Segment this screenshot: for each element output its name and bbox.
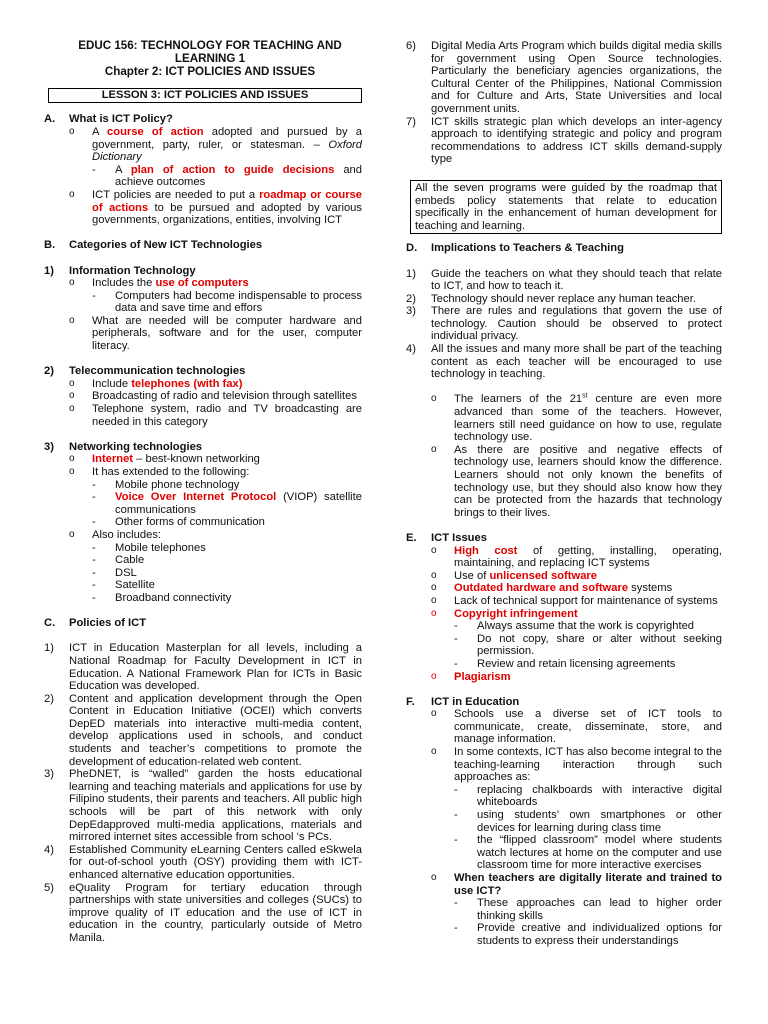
subsection-key: 2) <box>44 365 54 378</box>
text: Broadband connectivity <box>115 591 232 604</box>
text: Lack of technical support for maintenance of systems <box>454 594 718 607</box>
bullet-marker: o <box>69 314 75 326</box>
item-number: 5) <box>44 881 54 894</box>
bullet-marker: o <box>431 582 437 594</box>
highlight-text: telephones (with fax) <box>131 377 243 390</box>
dash-item <box>44 579 362 592</box>
text: Also includes: <box>92 528 162 541</box>
bullet-item <box>44 315 362 353</box>
section-d-heading <box>406 242 722 255</box>
bullet-item <box>406 746 722 784</box>
text: Content and application development through the Open Content in Education Initiative (OCEI) which converts DepED materials into interactive multi-media content, develop applications used in schools, and conduct students and teacher’s competitions to promote the development of education-related web content. <box>69 692 362 768</box>
section-e-heading <box>406 532 722 545</box>
subsection-heading <box>44 441 362 454</box>
text: to be pursued and adopted by various governments, organizations, entities, involving ICT <box>92 201 362 227</box>
bullet-marker: o <box>431 872 437 883</box>
subsection-title: Networking technologies <box>69 440 203 453</box>
text: the “flipped classroom” model where students watch lectures at home on the computer and use classroom time for more interactive exercises <box>477 834 722 872</box>
chapter-title: Chapter 2: ICT POLICIES AND ISSUES <box>104 64 316 78</box>
right-column <box>406 40 722 948</box>
dash-marker: - <box>92 566 96 579</box>
section-key: E. <box>406 531 417 544</box>
dash-marker: - <box>92 289 96 302</box>
text: What are needed will be computer hardware and peripherals, software and for the user, computer literacy. <box>92 314 362 353</box>
dash-marker: - <box>454 620 458 633</box>
text: Broadcasting of radio and television through satellites <box>92 390 357 403</box>
bullet-marker: o <box>69 453 75 465</box>
dash-marker: - <box>92 163 96 176</box>
bullet-marker: o <box>431 670 437 682</box>
dash-marker: - <box>92 478 96 491</box>
bullet-item <box>44 466 362 479</box>
dash-item <box>406 834 722 872</box>
superscript: st <box>582 392 588 400</box>
dash-item <box>44 290 362 315</box>
section-title: ICT in Education <box>431 695 520 708</box>
numbered-item <box>406 268 722 293</box>
item-number: 2) <box>44 692 54 705</box>
bullet-item <box>44 529 362 542</box>
text: Cable <box>115 554 145 567</box>
section-key: A. <box>44 113 56 126</box>
highlight-text: High cost <box>454 544 518 557</box>
lesson-title-box: LESSON 3: ICT POLICIES AND ISSUES <box>48 88 362 103</box>
text: There are rules and regulations that govern the use of technology. Caution should be observed to protect individual privacy. <box>431 305 722 343</box>
highlight-text: Internet <box>92 453 134 466</box>
text: A <box>92 125 108 138</box>
section-key: D. <box>406 242 418 255</box>
item-number: 3) <box>44 768 54 781</box>
section-a-heading <box>44 113 362 126</box>
bullet-item <box>406 444 722 520</box>
highlight-text: Plagiarism <box>454 670 511 683</box>
text: As there are positive and negative effects of technology use, learners should know the difference. Learners should not only known the benefits of technology use, but they should also know how they can be protected from the hazards that technology brings to their lives. <box>454 443 722 519</box>
dash-marker: - <box>454 809 458 822</box>
section-c-heading <box>44 617 362 630</box>
text: Satellite <box>115 579 155 592</box>
bullet-marker: o <box>431 443 437 455</box>
bullet-item <box>406 393 722 443</box>
dash-marker: - <box>92 516 96 529</box>
bullet-item <box>44 378 362 391</box>
subsection-key: 1) <box>44 264 54 277</box>
dash-item <box>44 554 362 567</box>
numbered-item <box>406 343 722 381</box>
dash-marker: - <box>92 541 96 554</box>
item-number: 1) <box>44 642 54 655</box>
bullet-item <box>406 595 722 608</box>
dash-item <box>44 592 362 605</box>
dash-marker: - <box>92 579 96 592</box>
section-title: ICT Issues <box>431 531 487 544</box>
text: Use of <box>454 569 490 582</box>
bullet-marker: o <box>431 607 437 619</box>
bullet-marker: o <box>69 277 75 289</box>
item-number: 1) <box>406 267 416 280</box>
text: Digital Media Arts Program which builds digital media skills for government using Open Source technologies. Particularly the beneficiary agencies organizations, the Cultural Center of the Philippines, National Commission and for Culture and Arts, State Universities and local government units. <box>431 40 722 115</box>
section-key: C. <box>44 617 56 630</box>
bullet-marker: o <box>431 708 437 720</box>
text: (VIOP) satellite communications <box>115 491 362 516</box>
bullet-item <box>44 189 362 227</box>
bullet-marker: o <box>69 188 75 200</box>
bullet-item <box>44 403 362 428</box>
numbered-item <box>44 768 362 844</box>
bullet-marker: o <box>431 544 437 556</box>
highlight-text: Outdated hardware and software <box>454 582 629 595</box>
bullet-marker: o <box>431 393 437 405</box>
bullet-marker: o <box>69 403 75 415</box>
bullet-item <box>406 872 722 897</box>
text: centure are even more advanced than some of the teachers. However, learners still need guidance on how to use, regulate technology use. <box>454 393 722 444</box>
text: ICT policies are needed to put a <box>92 188 260 201</box>
dash-marker: - <box>454 897 458 910</box>
text: ICT skills strategic plan which develops an inter-agency approach to identifying strategic and policy and program recommendations to address ICT skills demand-supply type <box>431 115 722 166</box>
bullet-marker: o <box>69 466 75 478</box>
dash-item <box>406 784 722 809</box>
dash-item <box>44 516 362 529</box>
text: replacing chalkboards with interactive digital whiteboards <box>477 783 722 809</box>
section-b-heading <box>44 239 362 252</box>
item-number: 4) <box>44 843 54 856</box>
text: DSL <box>115 566 137 579</box>
text: These approaches can lead to higher order thinking skills <box>477 897 722 922</box>
text: Guide the teachers on what they should teach that relate to ICT, and how to teach it. <box>431 267 722 293</box>
text: Telephone system, radio and TV broadcasting are needed in this category <box>92 403 362 428</box>
text: Review and retain licensing agreements <box>477 657 676 670</box>
text: using students’ own smartphones or other devices for learning during class time <box>477 809 722 834</box>
bullet-marker: o <box>69 390 75 402</box>
text: Provide creative and individualized options for students to express their understandings <box>477 922 722 947</box>
text: Always assume that the work is copyrighted <box>477 620 695 633</box>
bullet-marker: o <box>431 594 437 606</box>
dash-marker: - <box>454 922 458 935</box>
text: A <box>115 163 131 176</box>
document-header <box>58 40 362 78</box>
dash-item <box>44 491 362 516</box>
item-number: 6) <box>406 40 416 52</box>
item-number: 3) <box>406 305 416 318</box>
text: and achieve outcomes <box>115 163 362 189</box>
bullet-item <box>406 570 722 583</box>
dash-item <box>406 897 722 922</box>
text: The learners of the 21 <box>454 393 583 406</box>
subsection-heading <box>44 265 362 278</box>
numbered-item <box>406 305 722 343</box>
dash-marker: - <box>454 834 458 847</box>
section-key: F. <box>406 695 415 708</box>
text: Mobile phone technology <box>115 478 240 491</box>
text: Include <box>92 377 132 390</box>
text: Includes the <box>92 277 156 290</box>
section-title: Policies of ICT <box>69 617 147 630</box>
numbered-item <box>44 882 362 945</box>
dash-marker: - <box>454 657 458 670</box>
text: PheDNET, is “walled” garden the hosts educational learning and teaching materials and applications for use by Filipino students, their parents and teachers. All public high schools will be part of this network with only DepEdapproved multi-media applications, materials and mirrored internet sites accessible from school ‘s PCs. <box>69 768 362 844</box>
dash-item <box>44 479 362 492</box>
text: It has extended to the following: <box>92 466 250 479</box>
numbered-item <box>406 116 722 166</box>
numbered-item <box>44 693 362 769</box>
text: Other forms of communication <box>115 516 265 529</box>
dash-marker: - <box>92 554 96 567</box>
subsection-title: Telecommunication technologies <box>69 365 246 378</box>
text: All the issues and many more shall be part of the teaching content as each teacher will be encouraged to use technology in teaching. <box>431 343 722 381</box>
numbered-item <box>406 293 722 306</box>
dash-marker: - <box>454 632 458 645</box>
dash-item <box>406 809 722 834</box>
text: – best-known networking <box>133 453 260 466</box>
subsection-heading <box>44 365 362 378</box>
dash-marker: - <box>454 783 458 796</box>
dash-item <box>44 567 362 580</box>
bullet-item <box>406 608 722 621</box>
text: When teachers are digitally literate and trained to use ICT? <box>454 872 722 897</box>
item-number: 2) <box>406 292 416 305</box>
section-title: Categories of New ICT Technologies <box>69 239 263 252</box>
highlight-text: plan of action to guide decisions <box>130 163 335 176</box>
text: Do not copy, share or alter without seeking permission. <box>477 632 722 658</box>
item-number: 7) <box>406 115 416 128</box>
course-title-cont: LEARNING 1 <box>174 51 246 65</box>
bullet-marker: o <box>69 125 75 137</box>
numbered-item <box>44 642 362 692</box>
highlight-text: use of computers <box>155 277 249 290</box>
programs-note-box: All the seven programs were guided by the roadmap that embeds policy statements that relate to education specifically in the enhancement of human development for teaching and learning. <box>410 180 722 234</box>
source-citation: Oxford Dictionary <box>92 138 362 164</box>
numbered-item <box>44 844 362 882</box>
highlight-text: unlicensed software <box>489 569 598 582</box>
bullet-marker: o <box>69 528 75 540</box>
bullet-item <box>406 671 722 684</box>
text: systems <box>628 582 673 595</box>
numbered-item <box>406 40 722 116</box>
bullet-item <box>406 708 722 746</box>
text: eQuality Program for tertiary education through partnerships with state universities and colleges (SUCs) to improve quality of IT education and the use of ICT in education in the country, particularly outside of Metro Manila. <box>69 881 362 944</box>
dash-item <box>44 542 362 555</box>
text: Mobile telephones <box>115 541 206 554</box>
dash-item <box>406 658 722 671</box>
subsection-key: 3) <box>44 440 54 453</box>
bullet-item <box>44 277 362 290</box>
section-f-heading <box>406 696 722 709</box>
text: ICT in Education Masterplan for all levels, including a National Roadmap for Faculty Development in ICT in Education. A National Framework Plan for ICTs in Basic Education was developed. <box>69 642 362 693</box>
section-title: What is ICT Policy? <box>69 113 173 126</box>
course-title: EDUC 156: TECHNOLOGY FOR TEACHING AND <box>78 39 342 52</box>
dash-marker: - <box>92 491 96 504</box>
text: Schools use a diverse set of ICT tools to communicate, create, disseminate, store, and manage information. <box>454 708 722 746</box>
dash-item <box>406 633 722 658</box>
left-column <box>44 40 362 945</box>
dash-marker: - <box>92 591 96 604</box>
highlight-text: course of action <box>107 125 204 138</box>
highlight-text: Voice Over Internet Protocol <box>115 491 277 504</box>
bullet-marker: o <box>431 569 437 581</box>
subsection-title: Information Technology <box>69 264 196 277</box>
text: Established Community eLearning Centers called eSkwela for out-of-school youth (OSY) providing them with ICT-enhanced alternative education opportunities. <box>69 843 362 882</box>
text: In some contexts, ICT has also become integral to the teaching-learning interaction through such approaches as: <box>454 746 722 784</box>
section-key: B. <box>44 239 56 252</box>
text: Technology should never replace any human teacher. <box>431 292 696 305</box>
bullet-item <box>44 126 362 164</box>
dash-item <box>44 164 362 189</box>
highlight-text: roadmap or course of actions <box>92 188 362 214</box>
text: Computers had become indispensable to process data and save time and effors <box>115 289 362 315</box>
text: of getting, installing, operating, maintaining, and replacing ICT systems <box>454 544 722 570</box>
highlight-text: Copyright infringement <box>454 607 578 620</box>
item-number: 4) <box>406 343 416 356</box>
bullet-item <box>44 390 362 403</box>
text: adopted and pursued by a government, party, ruler, or statesman. – <box>92 125 362 151</box>
dash-item <box>406 922 722 947</box>
bullet-item <box>44 453 362 466</box>
section-title: Implications to Teachers & Teaching <box>431 242 624 255</box>
bullet-marker: o <box>69 377 75 389</box>
bullet-item <box>406 545 722 570</box>
bullet-item <box>406 582 722 595</box>
bullet-marker: o <box>431 746 437 758</box>
dash-item <box>406 620 722 633</box>
